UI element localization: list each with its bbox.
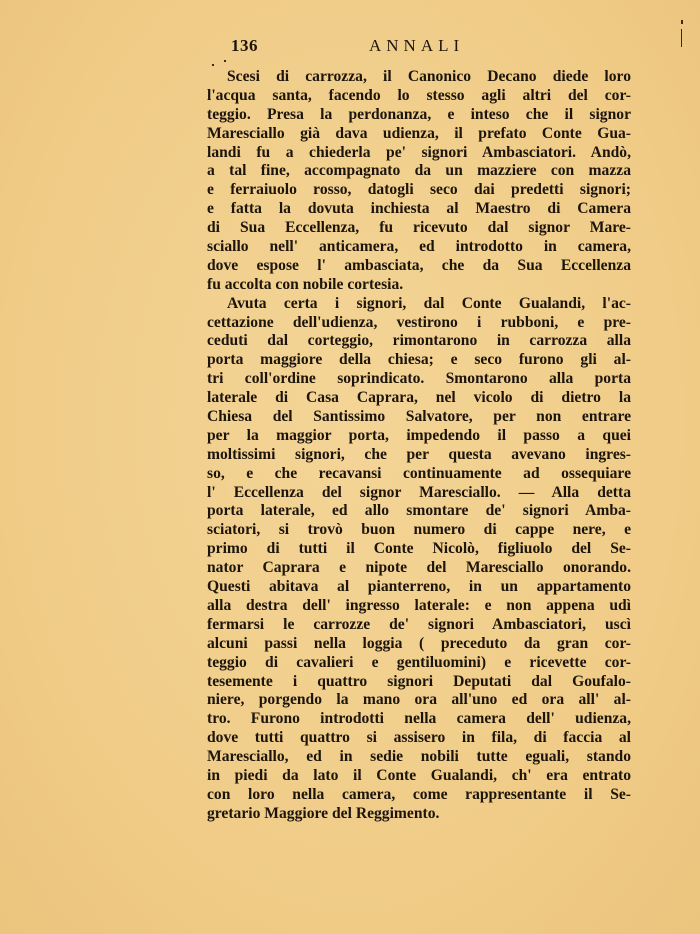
text-line: fermarsi le carrozze de' signori Ambasciatori, uscì <box>207 615 631 633</box>
text-line: fu accolta con nobile cortesia. <box>207 275 404 293</box>
text-line: teggio. Presa la perdonanza, e inteso che il signor <box>207 105 631 123</box>
text-line: di Sua Eccellenza, fu ricevuto dal signor Mare- <box>207 219 631 237</box>
text-line: Chiesa del Santissimo Salvatore, per non entrare <box>207 408 631 426</box>
text-line: a tal fine, accompagnato da un mazziere con mazza <box>207 162 631 180</box>
text-line: porta maggiore della chiesa; e seco furono gli al- <box>207 351 631 369</box>
text-line: gretario Maggiore del Reggimento. <box>207 804 440 822</box>
text-line: sciallo nell' anticamera, ed introdotto in camera, <box>207 238 631 256</box>
text-line: e ferraiuolo rosso, datogli seco dai predetti signori; <box>207 181 631 199</box>
text-line: teggio di cavalieri e gentiluomini) e ricevette cor- <box>207 653 631 671</box>
text-line: moltissimi signori, che per questa avevano ingres- <box>207 445 631 463</box>
paragraph-2 <box>207 295 631 824</box>
ink-dot-mark <box>224 60 226 62</box>
text-line: porta laterale, ed allo smontare de' signori Amba- <box>207 502 631 520</box>
text-line: niere, porgendo la mano ora all'uno ed ora all' al- <box>207 691 631 709</box>
text-line: per la maggior porta, impedendo il passo a quei <box>207 426 631 444</box>
text-line: e fatta la dovuta inchiesta al Maestro di Camera <box>207 200 631 218</box>
text-line: alla destra dell' ingresso laterale: e non appena udì <box>207 596 631 614</box>
text-line: dove tutti quattro si assisero in fila, di faccia al <box>207 729 631 747</box>
text-line: laterale di Casa Caprara, nel vicolo di dietro la <box>207 389 631 407</box>
text-line: so, e che recavansi continuamente ad ossequiare <box>207 464 631 482</box>
paragraph-1 <box>207 68 631 295</box>
text-line: Scesi di carrozza, il Canonico Decano diede loro <box>227 68 631 85</box>
text-line: l'acqua santa, facendo lo stesso agli altri del cor- <box>207 86 631 104</box>
text-line: ceduti dal corteggio, rimontarono in carrozza alla <box>207 332 631 350</box>
text-line: cettazione dell'udienza, vestirono i rubboni, e pre- <box>207 313 631 331</box>
text-line: l' Eccellenza del signor Maresciallo. — Alla detta <box>207 483 631 501</box>
text-line: primo di tutti il Conte Nicolò, figliuolo del Se- <box>207 540 631 558</box>
margin-rule-mark <box>681 29 682 47</box>
page-number: 136 <box>231 36 258 55</box>
text-line: dove espose l' ambasciata, che da Sua Eccellenza <box>207 256 631 274</box>
text-line: landi fu a chiederla pe' signori Ambasciatori. Andò, <box>207 143 631 161</box>
body-text <box>207 68 631 824</box>
text-line: Maresciallo, ed in sedie nobili tutte eguali, stando <box>207 748 631 766</box>
text-line: nator Caprara e nipote del Maresciallo onorando. <box>207 559 631 577</box>
text-line: Avuta certa i signori, dal Conte Gualandi, l'ac- <box>227 294 631 312</box>
text-line: Maresciallo già dava udienza, il prefato Conte Gua- <box>207 124 631 142</box>
text-line: con loro nella camera, come rappresentante il Se- <box>207 785 631 803</box>
margin-tick-mark <box>681 20 683 24</box>
text-line: tri coll'ordine soprindicato. Smontarono alla porta <box>207 370 631 388</box>
text-line: in piedi da lato il Conte Gualandi, ch' era entrato <box>207 766 631 784</box>
text-line: alcuni passi nella loggia ( preceduto da gran cor- <box>207 634 631 652</box>
text-line: sciatori, si trovò buon numero di cappe nere, e <box>207 521 631 539</box>
text-line: tro. Furono introdotti nella camera dell' udienza, <box>207 710 631 728</box>
running-title: ANNALI <box>369 36 465 55</box>
page-header <box>207 36 631 58</box>
text-line: tesemente i quattro signori Deputati dal Goufalo- <box>207 672 631 690</box>
text-line: Questi abitava al pianterreno, in un appartamento <box>207 578 631 596</box>
ink-dot-mark <box>212 64 214 66</box>
